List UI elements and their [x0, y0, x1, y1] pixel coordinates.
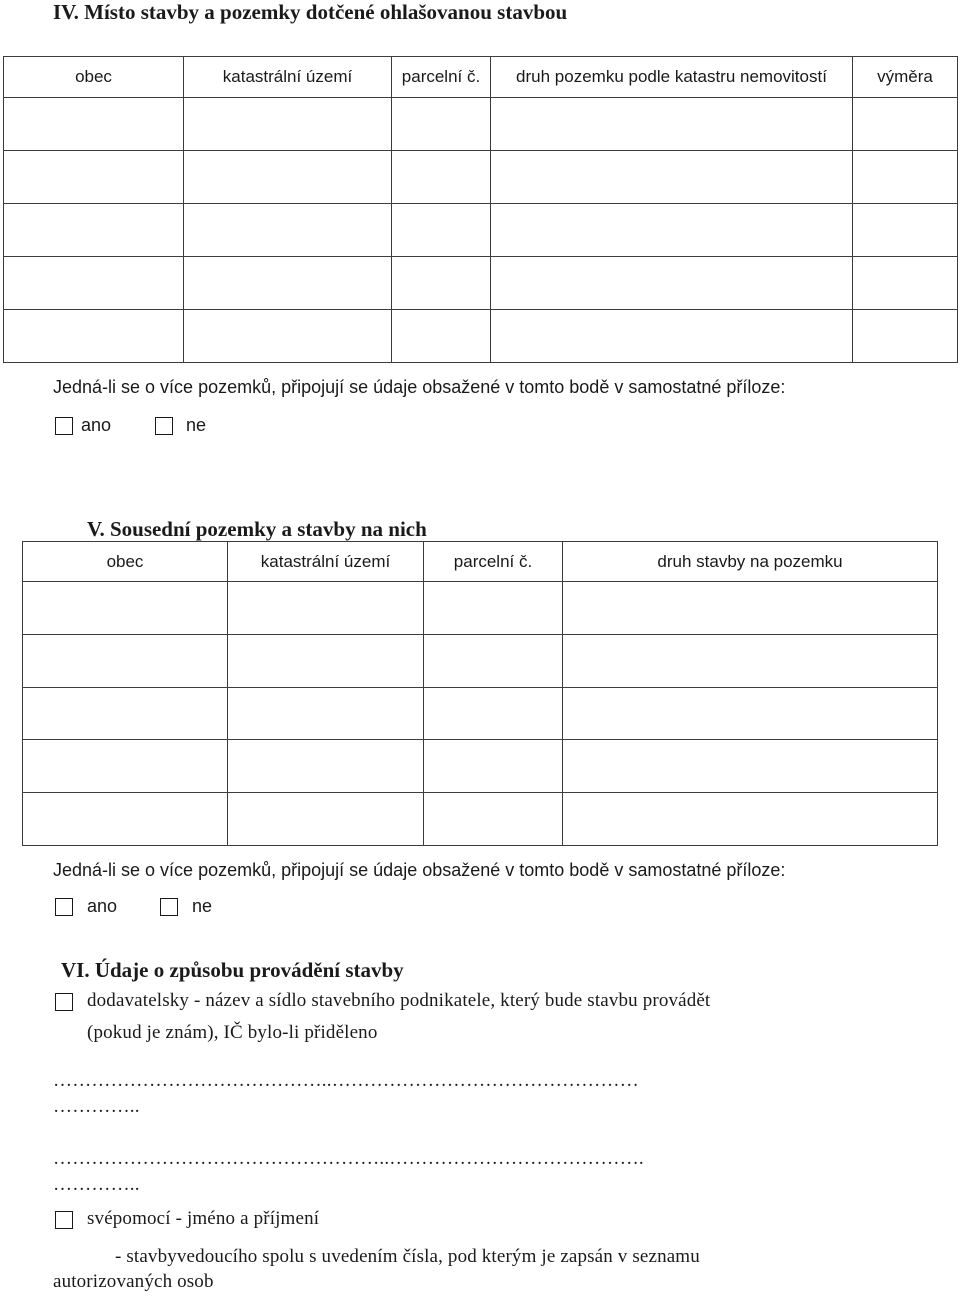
- column-header-katastralni-uzemi: katastrální území: [184, 57, 392, 98]
- table-cell[interactable]: [853, 310, 958, 363]
- table-cell[interactable]: [424, 793, 563, 846]
- column-header-parcelni-cislo: parcelní č.: [392, 57, 491, 98]
- section-iv-table-row: [4, 98, 958, 151]
- table-cell[interactable]: [853, 257, 958, 310]
- selfhelp-label: svépomocí - jméno a příjmení: [87, 1208, 320, 1229]
- table-cell[interactable]: [4, 257, 184, 310]
- section-iv-table-row: [4, 310, 958, 363]
- site-manager-label: - stavbyvedoucího spolu s uvedením čísla, pod kterým je zapsán v seznamu: [115, 1246, 700, 1267]
- contractor-fill-line[interactable]: …………..: [53, 1096, 140, 1117]
- contractor-label-continued: (pokud je znám), IČ bylo-li přiděleno: [87, 1022, 378, 1043]
- table-cell[interactable]: [563, 634, 938, 687]
- table-cell[interactable]: [853, 151, 958, 204]
- section-v-no-label: ne: [192, 896, 213, 916]
- column-header-druh-pozemku: druh pozemku podle katastru nemovitostí: [491, 57, 853, 98]
- table-cell[interactable]: [392, 151, 491, 204]
- section-v-table-row: [23, 634, 938, 687]
- section-iv-yes-checkbox[interactable]: [55, 417, 73, 435]
- table-cell[interactable]: [184, 257, 392, 310]
- table-cell[interactable]: [563, 793, 938, 846]
- table-cell[interactable]: [228, 793, 424, 846]
- contractor-fill-line[interactable]: ……………………………………………..………………………………….: [53, 1148, 644, 1169]
- section-iv-no-checkbox[interactable]: [155, 417, 173, 435]
- section-v-attachment-note: Jedná-li se o více pozemků, připojují se údaje obsažené v tomto bodě v samostatné příloze:: [53, 860, 786, 880]
- table-cell[interactable]: [491, 204, 853, 257]
- table-cell[interactable]: [4, 310, 184, 363]
- table-cell[interactable]: [184, 98, 392, 151]
- column-header-obec: obec: [4, 57, 184, 98]
- table-cell[interactable]: [392, 98, 491, 151]
- table-cell[interactable]: [23, 634, 228, 687]
- table-cell[interactable]: [853, 204, 958, 257]
- contractor-fill-line[interactable]: …………..: [53, 1174, 140, 1195]
- column-header-obec: obec: [23, 542, 228, 582]
- column-header-druh-stavby: druh stavby na pozemku: [563, 542, 938, 582]
- table-cell[interactable]: [184, 310, 392, 363]
- table-cell[interactable]: [228, 740, 424, 793]
- table-cell[interactable]: [23, 582, 228, 635]
- table-cell[interactable]: [4, 98, 184, 151]
- section-iv-table-row: [4, 151, 958, 204]
- table-cell[interactable]: [228, 634, 424, 687]
- table-cell[interactable]: [23, 740, 228, 793]
- table-cell[interactable]: [392, 204, 491, 257]
- table-cell[interactable]: [392, 310, 491, 363]
- table-cell[interactable]: [4, 204, 184, 257]
- section-iv-yes-label: ano: [81, 415, 112, 435]
- selfhelp-checkbox[interactable]: [55, 1211, 73, 1229]
- section-iv-table-row: [4, 257, 958, 310]
- site-manager-label-continued: autorizovaných osob: [53, 1271, 214, 1292]
- section-v-table-row: [23, 740, 938, 793]
- table-cell[interactable]: [491, 151, 853, 204]
- section-v-heading: V. Sousední pozemky a stavby na nich: [87, 517, 427, 541]
- contractor-label: dodavatelsky - název a sídlo stavebního podnikatele, který bude stavbu provádět: [87, 990, 711, 1011]
- table-cell[interactable]: [4, 151, 184, 204]
- section-v-yes-label: ano: [87, 896, 118, 916]
- table-cell[interactable]: [563, 582, 938, 635]
- section-v-no-checkbox[interactable]: [160, 898, 178, 916]
- table-cell[interactable]: [563, 740, 938, 793]
- section-iv-heading: IV. Místo stavby a pozemky dotčené ohlašovanou stavbou: [53, 0, 568, 24]
- table-cell[interactable]: [853, 98, 958, 151]
- section-v-table-row: [23, 687, 938, 740]
- section-v-table: [22, 541, 938, 846]
- contractor-checkbox[interactable]: [55, 993, 73, 1011]
- section-iv-no-label: ne: [186, 415, 207, 435]
- section-vi-heading: VI. Údaje o způsobu provádění stavby: [61, 958, 404, 982]
- section-v-yes-checkbox[interactable]: [55, 898, 73, 916]
- column-header-parcelni-cislo: parcelní č.: [424, 542, 563, 582]
- table-cell[interactable]: [184, 151, 392, 204]
- table-cell[interactable]: [23, 793, 228, 846]
- table-cell[interactable]: [184, 204, 392, 257]
- table-cell[interactable]: [23, 687, 228, 740]
- table-cell[interactable]: [228, 582, 424, 635]
- table-cell[interactable]: [424, 634, 563, 687]
- column-header-katastralni-uzemi: katastrální území: [228, 542, 424, 582]
- section-iv-table-row: [4, 204, 958, 257]
- section-iv-table: [3, 56, 958, 363]
- column-header-vymera: výměra: [853, 57, 958, 98]
- section-v-table-row: [23, 582, 938, 635]
- table-cell[interactable]: [424, 687, 563, 740]
- table-cell[interactable]: [491, 257, 853, 310]
- table-cell[interactable]: [491, 310, 853, 363]
- table-cell[interactable]: [228, 687, 424, 740]
- table-cell[interactable]: [491, 98, 853, 151]
- contractor-fill-line[interactable]: ……………………………………..…………………………………………: [53, 1070, 639, 1091]
- table-cell[interactable]: [424, 582, 563, 635]
- table-cell[interactable]: [392, 257, 491, 310]
- table-cell[interactable]: [563, 687, 938, 740]
- table-cell[interactable]: [424, 740, 563, 793]
- section-v-table-row: [23, 793, 938, 846]
- section-iv-attachment-note: Jedná-li se o více pozemků, připojují se údaje obsažené v tomto bodě v samostatné příloze:: [53, 377, 786, 397]
